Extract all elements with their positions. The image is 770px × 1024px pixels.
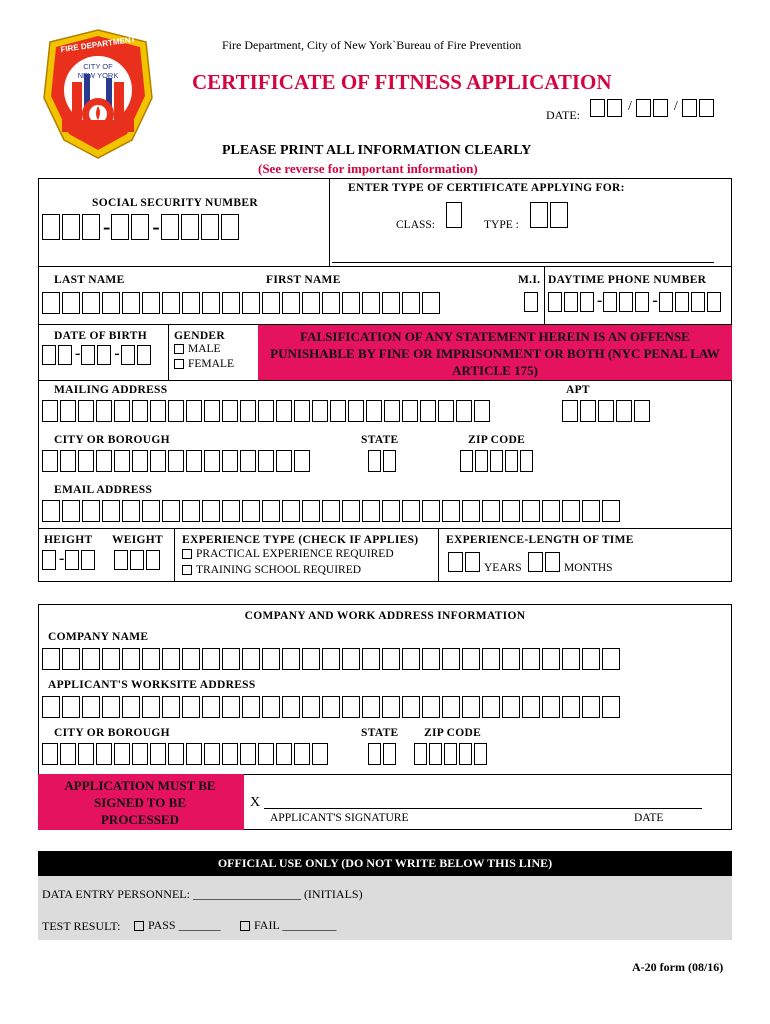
- char-box[interactable]: [383, 743, 396, 765]
- char-box[interactable]: [562, 648, 580, 670]
- char-box[interactable]: [182, 500, 200, 522]
- ssn-input[interactable]: - -: [42, 214, 241, 240]
- print-notice: PLEASE PRINT ALL INFORMATION CLEARLY: [222, 143, 532, 158]
- char-box[interactable]: [402, 500, 420, 522]
- char-box[interactable]: [114, 743, 130, 765]
- char-box[interactable]: [402, 696, 420, 718]
- months-label: MONTHS: [564, 562, 613, 574]
- char-box[interactable]: [602, 648, 620, 670]
- state2-input[interactable]: [368, 743, 398, 765]
- char-box[interactable]: [242, 696, 260, 718]
- logo-text-1: FIRE DEPARTMENT: [60, 34, 136, 55]
- char-box[interactable]: [402, 292, 420, 314]
- ssn-label: SOCIAL SECURITY NUMBER: [92, 197, 258, 209]
- company-section-title: COMPANY AND WORK ADDRESS INFORMATION: [244, 610, 526, 622]
- char-box[interactable]: [186, 400, 202, 422]
- char-box[interactable]: [276, 743, 292, 765]
- char-box[interactable]: [150, 450, 166, 472]
- char-box[interactable]: [122, 292, 140, 314]
- char-box[interactable]: [362, 500, 380, 522]
- char-box[interactable]: [258, 743, 274, 765]
- char-box[interactable]: [444, 743, 457, 765]
- char-box[interactable]: [502, 696, 520, 718]
- worksite-label: APPLICANT'S WORKSITE ADDRESS: [48, 679, 256, 691]
- char-box[interactable]: [222, 292, 240, 314]
- char-box[interactable]: [102, 696, 120, 718]
- char-box[interactable]: [62, 500, 80, 522]
- char-box[interactable]: [422, 696, 440, 718]
- char-box[interactable]: [330, 400, 346, 422]
- char-box[interactable]: [442, 648, 460, 670]
- char-box[interactable]: [460, 450, 473, 472]
- char-box[interactable]: [522, 648, 540, 670]
- char-box[interactable]: [142, 696, 160, 718]
- char-box[interactable]: [282, 696, 300, 718]
- char-box[interactable]: [42, 450, 58, 472]
- form-title: CERTIFICATE OF FITNESS APPLICATION: [192, 70, 612, 94]
- char-box[interactable]: [474, 743, 487, 765]
- char-box[interactable]: [78, 743, 94, 765]
- city-input[interactable]: [42, 450, 312, 472]
- char-box[interactable]: [442, 696, 460, 718]
- char-box[interactable]: [429, 743, 442, 765]
- char-box[interactable]: [150, 743, 166, 765]
- cert-type-label: ENTER TYPE OF CERTIFICATE APPLYING FOR:: [348, 182, 625, 194]
- char-box[interactable]: [384, 400, 400, 422]
- char-box[interactable]: [240, 450, 256, 472]
- last-name-label: LAST NAME: [54, 274, 125, 286]
- char-box[interactable]: [96, 743, 112, 765]
- char-box[interactable]: [542, 500, 560, 522]
- state-input[interactable]: [368, 450, 398, 472]
- char-box[interactable]: [362, 696, 380, 718]
- fail-option[interactable]: [240, 918, 336, 933]
- apt-input[interactable]: [562, 400, 652, 422]
- char-box[interactable]: [348, 400, 364, 422]
- mailing-label: MAILING ADDRESS: [54, 384, 168, 396]
- zip-input[interactable]: [460, 450, 535, 472]
- char-box[interactable]: [302, 500, 320, 522]
- date-label: DATE:: [546, 108, 580, 122]
- char-box[interactable]: [562, 500, 580, 522]
- char-box[interactable]: [422, 500, 440, 522]
- phone-input[interactable]: - -: [548, 292, 723, 312]
- char-box[interactable]: [142, 292, 160, 314]
- char-box[interactable]: [294, 450, 310, 472]
- char-box[interactable]: [312, 743, 328, 765]
- char-box[interactable]: [422, 292, 440, 314]
- char-box[interactable]: [222, 400, 238, 422]
- city-label: CITY OR BOROUGH: [54, 434, 170, 446]
- first-name-label: FIRST NAME: [266, 274, 341, 286]
- char-box[interactable]: [142, 648, 160, 670]
- char-box[interactable]: [462, 500, 480, 522]
- weight-label: WEIGHT: [112, 534, 164, 546]
- char-box[interactable]: [634, 400, 650, 422]
- data-entry-line: DATA ENTRY PERSONNEL: __________________ (INITIALS): [42, 887, 363, 901]
- char-box[interactable]: [490, 450, 503, 472]
- char-box[interactable]: [132, 450, 148, 472]
- years-label: YEARS: [484, 562, 522, 574]
- company-name-input[interactable]: [42, 648, 622, 670]
- signature-label: APPLICANT'S SIGNATURE: [270, 812, 409, 824]
- height-input[interactable]: -: [42, 550, 97, 570]
- char-box[interactable]: [342, 292, 360, 314]
- char-box[interactable]: [240, 400, 256, 422]
- char-box[interactable]: [482, 648, 500, 670]
- training-checkbox[interactable]: [182, 565, 192, 575]
- form-id: A-20 form (08/16): [632, 960, 724, 974]
- city2-input[interactable]: [42, 743, 330, 765]
- exp-practical-option[interactable]: [182, 548, 394, 560]
- official-title: OFFICIAL USE ONLY (DO NOT WRITE BELOW THIS LINE): [217, 856, 553, 870]
- logo-text-2: CITY OF: [83, 62, 113, 71]
- zip2-input[interactable]: [414, 743, 489, 765]
- char-box[interactable]: [162, 696, 180, 718]
- char-box[interactable]: [240, 743, 256, 765]
- char-box[interactable]: [186, 450, 202, 472]
- char-box[interactable]: [142, 500, 160, 522]
- char-box[interactable]: [62, 292, 80, 314]
- date-boxes[interactable]: / /: [590, 99, 716, 117]
- char-box[interactable]: [168, 743, 184, 765]
- class-label: CLASS:: [396, 219, 435, 231]
- char-box[interactable]: [459, 743, 472, 765]
- char-box[interactable]: [262, 500, 280, 522]
- type-input[interactable]: [530, 202, 570, 228]
- char-box[interactable]: [366, 400, 382, 422]
- dob-label: DATE OF BIRTH: [54, 330, 147, 342]
- char-box[interactable]: [302, 696, 320, 718]
- char-box[interactable]: [382, 500, 400, 522]
- char-box[interactable]: [204, 743, 220, 765]
- char-box[interactable]: [282, 500, 300, 522]
- char-box[interactable]: [132, 400, 148, 422]
- class-input[interactable]: [446, 202, 462, 228]
- char-box[interactable]: [168, 400, 184, 422]
- char-box[interactable]: [382, 696, 400, 718]
- char-box[interactable]: [82, 292, 100, 314]
- char-box[interactable]: [162, 292, 180, 314]
- char-box[interactable]: [122, 648, 140, 670]
- company-name-label: COMPANY NAME: [48, 631, 149, 643]
- male-checkbox[interactable]: [174, 344, 184, 354]
- practical-checkbox[interactable]: [182, 549, 192, 559]
- pass-label: PASS _______: [148, 918, 221, 932]
- char-box[interactable]: [382, 292, 400, 314]
- char-box[interactable]: [294, 400, 310, 422]
- char-box[interactable]: [402, 400, 418, 422]
- worksite-input[interactable]: [42, 696, 622, 718]
- char-box[interactable]: [60, 450, 76, 472]
- char-box[interactable]: [82, 500, 100, 522]
- signature-date-label: DATE: [634, 812, 664, 824]
- char-box[interactable]: [542, 648, 560, 670]
- char-box[interactable]: [242, 500, 260, 522]
- char-box[interactable]: [342, 500, 360, 522]
- exp-length-label: EXPERIENCE-LENGTH OF TIME: [446, 534, 634, 546]
- training-label: TRAINING SCHOOL REQUIRED: [196, 564, 362, 576]
- char-box[interactable]: [382, 648, 400, 670]
- char-box[interactable]: [462, 696, 480, 718]
- dob-input[interactable]: - -: [42, 345, 153, 365]
- gender-label: GENDER: [174, 330, 226, 342]
- char-box[interactable]: [475, 450, 488, 472]
- char-box[interactable]: [302, 648, 320, 670]
- char-box[interactable]: [362, 292, 380, 314]
- char-box[interactable]: [342, 696, 360, 718]
- char-box[interactable]: [262, 648, 280, 670]
- email-label: EMAIL ADDRESS: [54, 484, 153, 496]
- char-box[interactable]: [276, 400, 292, 422]
- female-checkbox[interactable]: [174, 359, 184, 369]
- practical-label: PRACTICAL EXPERIENCE REQUIRED: [196, 548, 394, 560]
- name-input[interactable]: [42, 292, 442, 314]
- char-box[interactable]: [282, 648, 300, 670]
- must-sign-notice: APPLICATION MUST BE SIGNED TO BE PROCESSED: [64, 778, 216, 827]
- char-box[interactable]: [402, 648, 420, 670]
- mailing-input[interactable]: [42, 400, 492, 422]
- mi-label: M.I.: [518, 274, 541, 286]
- gender-male-option[interactable]: [174, 343, 221, 355]
- char-box[interactable]: [62, 696, 80, 718]
- char-box[interactable]: [302, 292, 320, 314]
- char-box[interactable]: [282, 292, 300, 314]
- char-box[interactable]: [442, 500, 460, 522]
- char-box[interactable]: [383, 450, 396, 472]
- char-box[interactable]: [222, 648, 240, 670]
- char-box[interactable]: [222, 450, 238, 472]
- char-box[interactable]: [505, 450, 518, 472]
- char-box[interactable]: [42, 696, 60, 718]
- state-label: STATE: [361, 434, 399, 446]
- char-box[interactable]: [182, 696, 200, 718]
- char-box[interactable]: [580, 400, 596, 422]
- char-box[interactable]: [616, 400, 632, 422]
- char-box[interactable]: [202, 696, 220, 718]
- char-box[interactable]: [96, 450, 112, 472]
- char-box[interactable]: [368, 743, 381, 765]
- char-box[interactable]: [204, 400, 220, 422]
- height-label: HEIGHT: [44, 534, 93, 546]
- char-box[interactable]: [368, 450, 381, 472]
- state2-label: STATE: [361, 727, 399, 739]
- char-box[interactable]: [114, 400, 130, 422]
- char-box[interactable]: [422, 648, 440, 670]
- char-box[interactable]: [102, 500, 120, 522]
- exp-type-label: EXPERIENCE TYPE (CHECK IF APPLIES): [182, 534, 419, 546]
- char-box[interactable]: [522, 696, 540, 718]
- char-box[interactable]: [82, 648, 100, 670]
- agency-name: Fire Department, City of New York`Bureau of Fire Prevention: [222, 38, 522, 52]
- char-box[interactable]: [150, 400, 166, 422]
- char-box[interactable]: [502, 500, 520, 522]
- char-box[interactable]: [60, 743, 76, 765]
- weight-input[interactable]: [114, 550, 162, 570]
- char-box[interactable]: [242, 648, 260, 670]
- char-box[interactable]: [414, 743, 427, 765]
- char-box[interactable]: [222, 500, 240, 522]
- char-box[interactable]: [322, 696, 340, 718]
- fdny-logo: [42, 28, 154, 160]
- char-box[interactable]: [602, 696, 620, 718]
- logo-text-3: NEW YORK: [77, 71, 119, 80]
- char-box[interactable]: [598, 400, 614, 422]
- char-box[interactable]: [322, 648, 340, 670]
- city2-label: CITY OR BOROUGH: [54, 727, 170, 739]
- char-box[interactable]: [132, 743, 148, 765]
- char-box[interactable]: [168, 450, 184, 472]
- char-box[interactable]: [222, 696, 240, 718]
- char-box[interactable]: [42, 743, 58, 765]
- pass-option[interactable]: [134, 918, 221, 933]
- falsification-warning: FALSIFICATION OF ANY STATEMENT HEREIN IS AN OFFENSE PUNISHABLE BY FINE OR IMPRISONMENT OR BOTH (NYC PENAL LAW ARTICLE 175): [270, 329, 720, 378]
- char-box[interactable]: [42, 648, 60, 670]
- type-label: TYPE :: [484, 219, 519, 231]
- char-box[interactable]: [342, 648, 360, 670]
- char-box[interactable]: [186, 743, 202, 765]
- char-box[interactable]: [522, 500, 540, 522]
- char-box[interactable]: [482, 500, 500, 522]
- email-input[interactable]: [42, 500, 622, 522]
- char-box[interactable]: [582, 500, 600, 522]
- char-box[interactable]: [462, 648, 480, 670]
- fail-label: FAIL _________: [254, 918, 337, 932]
- signature-line[interactable]: [264, 808, 702, 809]
- char-box[interactable]: [202, 292, 220, 314]
- char-box[interactable]: [294, 743, 310, 765]
- gender-female-option[interactable]: [174, 358, 234, 370]
- char-box[interactable]: [102, 292, 120, 314]
- char-box[interactable]: [322, 500, 340, 522]
- apt-label: APT: [566, 384, 590, 396]
- char-box[interactable]: [562, 400, 578, 422]
- char-box[interactable]: [262, 696, 280, 718]
- char-box[interactable]: [602, 500, 620, 522]
- char-box[interactable]: [42, 500, 60, 522]
- char-box[interactable]: [582, 648, 600, 670]
- phone-label: DAYTIME PHONE NUMBER: [548, 274, 707, 286]
- char-box[interactable]: [82, 696, 100, 718]
- char-box[interactable]: [204, 450, 220, 472]
- exp-training-option[interactable]: [182, 564, 361, 576]
- char-box[interactable]: [312, 400, 328, 422]
- char-box[interactable]: [122, 500, 140, 522]
- char-box[interactable]: [202, 500, 220, 522]
- char-box[interactable]: [276, 450, 292, 472]
- char-box[interactable]: [420, 400, 436, 422]
- char-box[interactable]: [62, 648, 80, 670]
- char-box[interactable]: [242, 292, 260, 314]
- char-box[interactable]: [502, 648, 520, 670]
- char-box[interactable]: [262, 292, 280, 314]
- char-box[interactable]: [542, 696, 560, 718]
- char-box[interactable]: [96, 400, 112, 422]
- male-label: MALE: [188, 343, 221, 355]
- char-box[interactable]: [60, 400, 76, 422]
- char-box[interactable]: [582, 696, 600, 718]
- char-box[interactable]: [562, 696, 580, 718]
- fail-checkbox[interactable]: [240, 921, 250, 931]
- test-result-label: TEST RESULT:: [42, 919, 121, 933]
- char-box[interactable]: [456, 400, 472, 422]
- zip2-label: ZIP CODE: [424, 727, 482, 739]
- female-label: FEMALE: [188, 358, 234, 370]
- years-input[interactable]: [448, 552, 482, 572]
- char-box[interactable]: [162, 648, 180, 670]
- char-box[interactable]: [78, 450, 94, 472]
- char-box[interactable]: [520, 450, 533, 472]
- char-box[interactable]: [122, 696, 140, 718]
- char-box[interactable]: [78, 400, 94, 422]
- char-box[interactable]: [362, 648, 380, 670]
- char-box[interactable]: [162, 500, 180, 522]
- mi-input[interactable]: [524, 292, 538, 312]
- signature-x: X: [250, 795, 261, 810]
- char-box[interactable]: [182, 648, 200, 670]
- char-box[interactable]: [42, 292, 60, 314]
- char-box[interactable]: [114, 450, 130, 472]
- char-box[interactable]: [438, 400, 454, 422]
- char-box[interactable]: [258, 400, 274, 422]
- char-box[interactable]: [102, 648, 120, 670]
- char-box[interactable]: [474, 400, 490, 422]
- char-box[interactable]: [322, 292, 340, 314]
- char-box[interactable]: [42, 400, 58, 422]
- zip-label: ZIP CODE: [468, 434, 526, 446]
- char-box[interactable]: [202, 648, 220, 670]
- char-box[interactable]: [258, 450, 274, 472]
- months-input[interactable]: [528, 552, 562, 572]
- pass-checkbox[interactable]: [134, 921, 144, 931]
- reverse-notice: (See reverse for important information): [258, 161, 478, 176]
- char-box[interactable]: [222, 743, 238, 765]
- char-box[interactable]: [482, 696, 500, 718]
- char-box[interactable]: [182, 292, 200, 314]
